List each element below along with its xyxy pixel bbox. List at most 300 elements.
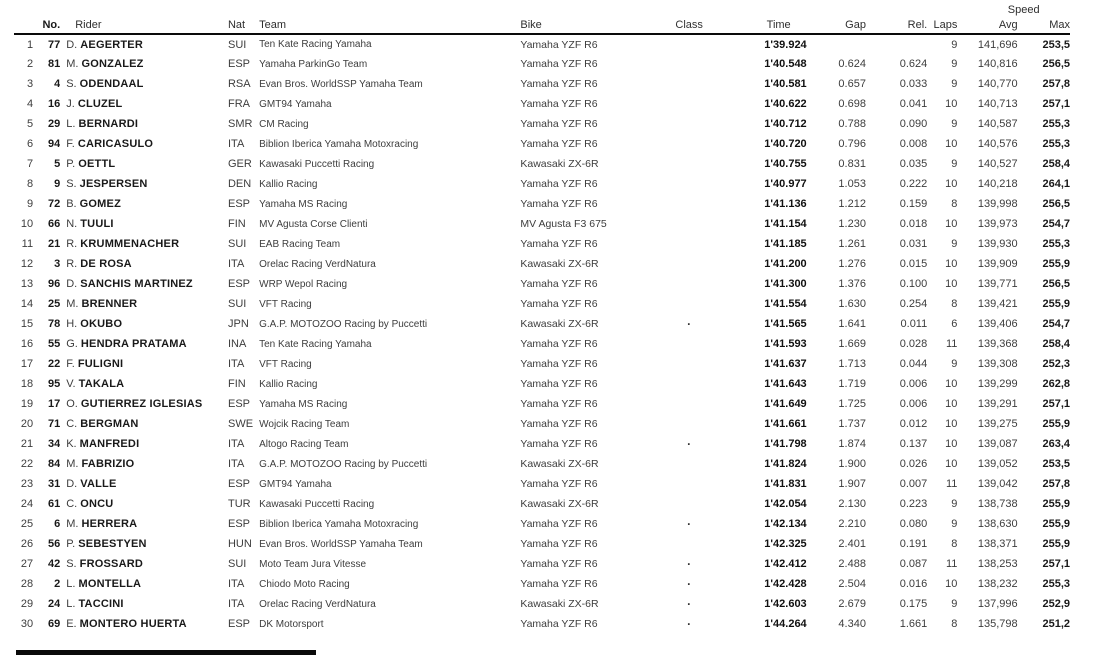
rider-initial: C. <box>66 418 78 430</box>
bike-cell: Yamaha YZF R6 <box>520 338 598 350</box>
gap-cell: 1.641 <box>838 318 866 330</box>
rel-cell: 0.026 <box>899 458 928 470</box>
class-cell <box>663 114 715 134</box>
nationality-cell: ITA <box>227 578 245 590</box>
rider-surname: TUULI <box>80 218 114 230</box>
rider-name-cell <box>60 274 228 294</box>
rider-initial: S. <box>66 558 77 570</box>
laps-cell: 9 <box>951 498 958 510</box>
avg-speed-cell: 140,816 <box>977 58 1018 70</box>
table-row <box>14 134 1070 154</box>
rider-name-cell <box>60 54 228 74</box>
nationality-cell: ITA <box>227 258 245 270</box>
rel-cell: 0.006 <box>899 398 928 410</box>
bike-cell: Yamaha YZF R6 <box>520 38 598 51</box>
rider-surname: TAKALA <box>78 378 125 390</box>
laps-cell: 9 <box>951 158 958 170</box>
position-cell: 5 <box>26 118 34 130</box>
time-cell: 1'40.977 <box>764 178 807 190</box>
rider-initial: H. <box>66 318 78 330</box>
rel-cell: 0.090 <box>899 118 928 130</box>
team-cell: Yamaha ParkinGo Team <box>259 58 368 70</box>
max-speed-cell: 256,5 <box>1042 58 1070 70</box>
rel-cell: 0.191 <box>899 538 928 550</box>
gap-cell <box>807 34 866 54</box>
position-cell: 8 <box>26 178 34 190</box>
team-cell: VFT Racing <box>259 298 312 310</box>
time-cell: 1'42.134 <box>764 518 807 530</box>
rider-initial: D. <box>66 278 78 290</box>
gap-cell: 0.657 <box>838 78 866 90</box>
bike-cell: Kawasaki ZX-6R <box>520 458 599 470</box>
rel-cell: 0.254 <box>899 298 928 310</box>
time-cell: 1'40.581 <box>764 78 807 90</box>
avg-speed-cell: 140,713 <box>977 98 1018 110</box>
rider-number-cell: 72 <box>47 198 61 210</box>
bike-cell: Yamaha YZF R6 <box>520 438 598 450</box>
rider-surname: JESPERSEN <box>79 178 148 190</box>
class-cell <box>663 254 715 274</box>
rider-name-cell <box>60 234 228 254</box>
table-row <box>14 314 1070 334</box>
rider-surname: FULIGNI <box>77 358 124 370</box>
laps-cell: 10 <box>945 138 958 150</box>
nationality-cell: ESP <box>227 398 250 410</box>
max-speed-cell: 257,8 <box>1042 478 1070 490</box>
rider-initial: M. <box>66 458 79 470</box>
rider-number-cell: 78 <box>47 318 61 330</box>
table-row <box>14 514 1070 534</box>
rel-cell: 0.159 <box>899 198 928 210</box>
avg-speed-cell: 138,738 <box>977 498 1018 510</box>
laps-cell: 6 <box>951 318 958 330</box>
nationality-cell: ITA <box>227 598 245 610</box>
col-header-team: Team <box>259 16 520 34</box>
team-cell: CM Racing <box>259 118 309 130</box>
table-header <box>14 2 1070 34</box>
gap-cell: 1.261 <box>838 238 866 250</box>
position-cell: 27 <box>20 558 34 570</box>
nationality-cell: SMR <box>227 118 253 130</box>
laps-cell: 10 <box>945 218 958 230</box>
max-speed-cell: 254,7 <box>1042 318 1070 330</box>
table-row <box>14 594 1070 614</box>
time-cell: 1'41.831 <box>764 478 807 490</box>
rider-name-cell <box>60 394 228 414</box>
nationality-cell: ESP <box>227 518 250 530</box>
speed-group-spacer <box>14 2 957 16</box>
rider-number-cell: 29 <box>47 118 61 130</box>
bike-cell: Yamaha YZF R6 <box>520 98 598 110</box>
table-row <box>14 474 1070 494</box>
rider-name-cell <box>60 434 228 454</box>
position-cell: 3 <box>26 78 34 90</box>
table-row <box>14 434 1070 454</box>
gap-cell: 1.725 <box>838 398 866 410</box>
rider-surname: GONZALEZ <box>81 58 144 70</box>
laps-cell: 9 <box>951 238 958 250</box>
gap-cell: 0.796 <box>838 138 866 150</box>
rider-name-cell <box>60 474 228 494</box>
rider-surname: MANFREDI <box>79 438 140 450</box>
max-speed-cell: 255,9 <box>1042 298 1070 310</box>
bike-cell: MV Agusta F3 675 <box>520 218 607 230</box>
max-speed-cell: 257,1 <box>1042 398 1070 410</box>
rider-number-cell: 42 <box>47 558 61 570</box>
team-cell: Orelac Racing VerdNatura <box>259 258 376 270</box>
rel-cell: 0.008 <box>899 138 928 150</box>
max-speed-cell: 253,5 <box>1042 38 1070 51</box>
position-cell: 13 <box>20 278 34 290</box>
avg-speed-cell: 135,798 <box>977 618 1018 630</box>
time-cell: 1'42.054 <box>764 498 807 510</box>
rider-surname: BERGMAN <box>80 418 139 430</box>
table-row <box>14 294 1070 314</box>
rider-surname: SANCHIS MARTINEZ <box>80 278 193 290</box>
max-speed-cell: 258,4 <box>1042 158 1070 170</box>
rider-number-cell: 69 <box>47 618 61 630</box>
col-header-gap: Gap <box>807 16 866 34</box>
rider-number-cell: 25 <box>47 298 61 310</box>
gap-cell: 1.669 <box>838 338 866 350</box>
time-cell: 1'40.622 <box>764 98 807 110</box>
gap-cell: 2.130 <box>838 498 866 510</box>
avg-speed-cell: 139,052 <box>977 458 1018 470</box>
nationality-cell: JPN <box>227 318 249 330</box>
bike-cell: Yamaha YZF R6 <box>520 298 598 310</box>
rider-initial: L. <box>66 598 76 610</box>
col-header-rel: Rel. <box>866 16 927 34</box>
rider-number-cell: 17 <box>47 398 61 410</box>
nationality-cell: ITA <box>227 458 245 470</box>
time-cell: 1'41.154 <box>764 218 807 230</box>
rider-name-cell <box>60 174 228 194</box>
results-sheet <box>14 2 1070 634</box>
bike-cell: Kawasaki ZX-6R <box>520 258 599 270</box>
col-header-no: No. <box>33 16 60 34</box>
table-row <box>14 154 1070 174</box>
nationality-cell: INA <box>227 338 247 350</box>
max-speed-cell: 255,3 <box>1042 238 1070 250</box>
laps-cell: 9 <box>951 58 958 70</box>
nationality-cell: FIN <box>227 218 246 230</box>
gap-cell: 1.900 <box>838 458 866 470</box>
rider-initial: R. <box>66 258 78 270</box>
gap-cell: 0.624 <box>838 58 866 70</box>
time-cell: 1'42.428 <box>764 578 807 590</box>
bike-cell: Yamaha YZF R6 <box>520 138 598 150</box>
laps-cell: 9 <box>951 118 958 130</box>
max-speed-cell: 264,1 <box>1042 178 1070 190</box>
avg-speed-cell: 139,909 <box>977 258 1018 270</box>
avg-speed-cell: 138,253 <box>977 558 1018 570</box>
rider-initial: S. <box>66 78 77 90</box>
rider-surname: TACCINI <box>78 598 124 610</box>
rider-number-cell: 24 <box>47 598 61 610</box>
nationality-cell: RSA <box>227 78 251 90</box>
team-cell: VFT Racing <box>259 358 312 370</box>
class-cell <box>663 474 715 494</box>
nationality-cell: GER <box>227 158 252 170</box>
col-header-time: Time <box>715 16 806 34</box>
rider-surname: HERRERA <box>81 518 138 530</box>
rider-initial: F. <box>66 138 75 150</box>
bike-cell: Yamaha YZF R6 <box>520 178 598 190</box>
time-cell: 1'41.593 <box>764 338 807 350</box>
avg-speed-cell: 138,630 <box>977 518 1018 530</box>
position-cell: 24 <box>20 498 34 510</box>
max-speed-cell: 255,9 <box>1042 258 1070 270</box>
rider-number-cell: 84 <box>47 458 61 470</box>
team-cell: Ten Kate Racing Yamaha <box>259 338 372 350</box>
rel-cell: 0.018 <box>899 218 928 230</box>
time-cell: 1'41.661 <box>764 418 807 430</box>
position-cell: 1 <box>26 38 34 51</box>
gap-cell: 2.401 <box>838 538 866 550</box>
time-cell: 1'41.185 <box>764 238 807 250</box>
nationality-cell: ITA <box>227 358 245 370</box>
team-cell: GMT94 Yamaha <box>259 98 332 110</box>
rel-cell: 0.007 <box>899 478 928 490</box>
rider-initial: S. <box>66 178 77 190</box>
gap-cell: 1.719 <box>838 378 866 390</box>
avg-speed-cell: 139,998 <box>977 198 1018 210</box>
class-cell <box>663 274 715 294</box>
class-cell <box>663 154 715 174</box>
team-cell: Moto Team Jura Vitesse <box>259 558 367 570</box>
laps-cell: 9 <box>951 38 958 51</box>
table-row <box>14 354 1070 374</box>
position-cell: 7 <box>26 158 34 170</box>
laps-cell: 10 <box>945 378 958 390</box>
rider-initial: P. <box>66 538 76 550</box>
bike-cell: Yamaha YZF R6 <box>520 478 598 490</box>
nationality-cell: FIN <box>227 378 246 390</box>
rel-cell: 1.661 <box>899 618 928 630</box>
position-cell: 23 <box>20 478 34 490</box>
rider-surname: HENDRA PRATAMA <box>80 338 187 350</box>
laps-cell: 10 <box>945 278 958 290</box>
bike-cell: Yamaha YZF R6 <box>520 78 598 90</box>
rider-number-cell: 56 <box>47 538 61 550</box>
table-row <box>14 334 1070 354</box>
rider-number-cell: 2 <box>54 578 61 590</box>
bike-cell: Yamaha YZF R6 <box>520 378 598 390</box>
rider-number-cell: 22 <box>47 358 61 370</box>
time-cell: 1'41.200 <box>764 258 807 270</box>
class-cell <box>663 34 715 54</box>
time-cell: 1'41.300 <box>764 278 807 290</box>
position-cell: 16 <box>20 338 34 350</box>
rider-initial: D. <box>66 38 78 51</box>
rider-name-cell <box>60 34 228 54</box>
col-header-max-speed: Max <box>1018 16 1070 34</box>
table-row <box>14 234 1070 254</box>
bike-cell: Yamaha YZF R6 <box>520 538 598 550</box>
laps-cell: 8 <box>951 298 958 310</box>
rider-number-cell: 31 <box>47 478 61 490</box>
position-cell: 17 <box>20 358 34 370</box>
avg-speed-cell: 139,299 <box>977 378 1018 390</box>
rider-number-cell: 77 <box>47 38 61 51</box>
table-row <box>14 274 1070 294</box>
laps-cell: 8 <box>951 618 958 630</box>
rider-surname: ODENDAAL <box>79 78 144 90</box>
rider-surname: KRUMMENACHER <box>80 238 180 250</box>
laps-cell: 10 <box>945 578 958 590</box>
table-row <box>14 374 1070 394</box>
team-cell: Evan Bros. WorldSSP Yamaha Team <box>259 538 423 550</box>
rider-name-cell <box>60 134 228 154</box>
team-cell: DK Motorsport <box>259 618 324 630</box>
position-cell: 20 <box>20 418 34 430</box>
team-cell: Kawasaki Puccetti Racing <box>259 158 375 170</box>
rider-name-cell <box>60 454 228 474</box>
time-cell: 1'40.548 <box>764 58 807 70</box>
avg-speed-cell: 139,421 <box>977 298 1018 310</box>
nationality-cell: HUN <box>227 538 252 550</box>
avg-speed-cell: 140,527 <box>977 158 1018 170</box>
rider-number-cell: 55 <box>47 338 61 350</box>
bike-cell: Yamaha YZF R6 <box>520 418 598 430</box>
rider-surname: OKUBO <box>80 318 123 330</box>
max-speed-cell: 258,4 <box>1042 338 1070 350</box>
rel-cell: 0.175 <box>899 598 928 610</box>
rider-name-cell <box>60 214 228 234</box>
max-speed-cell: 253,5 <box>1042 458 1070 470</box>
class-cell <box>663 94 715 114</box>
avg-speed-cell: 139,042 <box>977 478 1018 490</box>
rider-initial: E. <box>66 618 77 630</box>
max-speed-cell: 252,9 <box>1042 598 1070 610</box>
nationality-cell: SUI <box>227 558 247 570</box>
max-speed-cell: 257,1 <box>1042 558 1070 570</box>
rel-cell: 0.012 <box>899 418 928 430</box>
rel-cell: 0.011 <box>900 318 928 330</box>
position-cell: 15 <box>20 318 34 330</box>
rel-cell: 0.223 <box>899 498 928 510</box>
max-speed-cell: 255,3 <box>1042 578 1070 590</box>
rider-name-cell <box>60 354 228 374</box>
time-cell: 1'41.565 <box>764 318 807 330</box>
rider-number-cell: 16 <box>47 98 61 110</box>
rider-initial: K. <box>66 438 77 450</box>
nationality-cell: TUR <box>227 498 251 510</box>
nationality-cell: ESP <box>227 278 250 290</box>
time-cell: 1'42.603 <box>764 598 807 610</box>
rider-surname: CARICASULO <box>77 138 154 150</box>
team-cell: Wojcik Racing Team <box>259 418 350 430</box>
col-header-laps: Laps <box>927 16 957 34</box>
page-footer-bar <box>16 650 316 655</box>
laps-cell: 8 <box>951 538 958 550</box>
bike-cell: Kawasaki ZX-6R <box>520 318 599 330</box>
position-cell: 22 <box>20 458 34 470</box>
max-speed-cell: 263,4 <box>1042 438 1070 450</box>
rider-number-cell: 96 <box>47 278 61 290</box>
gap-cell: 4.340 <box>838 618 866 630</box>
position-cell: 4 <box>26 98 34 110</box>
laps-cell: 9 <box>951 518 958 530</box>
nationality-cell: SUI <box>227 38 247 51</box>
rider-surname: FABRIZIO <box>81 458 135 470</box>
table-row <box>14 394 1070 414</box>
bike-cell: Yamaha YZF R6 <box>520 238 598 250</box>
avg-speed-cell: 139,291 <box>977 398 1018 410</box>
rel-cell: 0.087 <box>899 558 928 570</box>
gap-cell: 0.831 <box>838 158 866 170</box>
rider-surname: SEBESTYEN <box>78 538 147 550</box>
position-cell: 14 <box>20 298 34 310</box>
rel-cell <box>866 34 927 54</box>
laps-cell: 10 <box>945 178 958 190</box>
position-cell: 30 <box>20 618 34 630</box>
rider-name-cell <box>60 614 228 634</box>
bike-cell: Kawasaki ZX-6R <box>520 158 599 170</box>
class-cell <box>663 374 715 394</box>
table-row <box>14 54 1070 74</box>
position-cell: 21 <box>20 438 34 450</box>
table-row <box>14 214 1070 234</box>
rider-name-cell <box>60 114 228 134</box>
rider-initial: V. <box>66 378 76 390</box>
rider-name-cell <box>60 254 228 274</box>
avg-speed-cell: 139,275 <box>977 418 1018 430</box>
class-cell: · <box>687 617 692 631</box>
team-cell: Biblion Iberica Yamaha Motoxracing <box>259 518 419 530</box>
class-cell <box>663 214 715 234</box>
laps-cell: 10 <box>945 98 958 110</box>
avg-speed-cell: 140,576 <box>977 138 1018 150</box>
team-cell: G.A.P. MOTOZOO Racing by Puccetti <box>259 318 428 330</box>
gap-cell: 0.788 <box>838 118 866 130</box>
table-row <box>14 94 1070 114</box>
gap-cell: 1.376 <box>838 278 866 290</box>
time-cell: 1'41.136 <box>764 198 807 210</box>
laps-cell: 10 <box>945 438 958 450</box>
rider-number-cell: 6 <box>54 518 61 530</box>
rider-surname: DE ROSA <box>80 258 132 270</box>
avg-speed-cell: 139,087 <box>977 438 1018 450</box>
gap-cell: 2.210 <box>838 518 866 530</box>
rider-initial: R. <box>66 238 78 250</box>
class-cell <box>663 494 715 514</box>
max-speed-cell: 254,7 <box>1042 218 1070 230</box>
bike-cell: Yamaha YZF R6 <box>520 578 598 590</box>
avg-speed-cell: 140,587 <box>977 118 1018 130</box>
bike-cell: Yamaha YZF R6 <box>520 118 598 130</box>
max-speed-cell: 251,2 <box>1042 618 1070 630</box>
rider-surname: VALLE <box>80 478 117 490</box>
max-speed-cell: 255,3 <box>1042 138 1070 150</box>
rider-name-cell <box>60 94 228 114</box>
bike-cell: Yamaha YZF R6 <box>520 558 598 570</box>
laps-cell: 11 <box>945 338 958 350</box>
nationality-cell: ESP <box>227 478 250 490</box>
table-row <box>14 254 1070 274</box>
rel-cell: 0.033 <box>899 78 928 90</box>
table-row <box>14 174 1070 194</box>
rider-initial: C. <box>66 498 78 510</box>
rider-number-cell: 3 <box>54 258 61 270</box>
time-cell: 1'39.924 <box>764 38 807 51</box>
rel-cell: 0.222 <box>899 178 928 190</box>
bike-cell: Kawasaki ZX-6R <box>520 598 599 610</box>
avg-speed-cell: 139,406 <box>977 318 1018 330</box>
position-cell: 25 <box>20 518 34 530</box>
time-cell: 1'42.412 <box>764 558 807 570</box>
position-cell: 6 <box>26 138 34 150</box>
